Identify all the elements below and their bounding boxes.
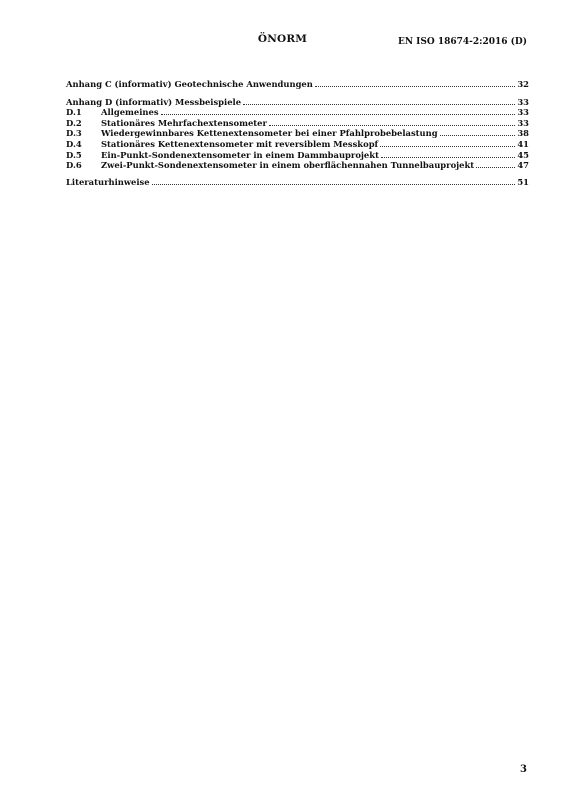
toc-entry-annex-d[interactable]: [66, 97, 529, 108]
toc-entry-title: Stationäres Kettenextensometer mit reversiblem Messkopf: [101, 138, 379, 149]
page-number: 3: [520, 764, 527, 775]
header-standard-name: ÖNORM: [257, 33, 308, 45]
toc-leader-dots: [161, 113, 516, 115]
toc-entry-title: Ein-Punkt-Sondenextensometer in einem Dammbauprojekt: [101, 149, 379, 160]
table-of-contents: [66, 79, 529, 187]
toc-entry-page: 47: [517, 160, 529, 171]
toc-entry-number: D.6: [66, 160, 82, 171]
toc-entry-d1[interactable]: [66, 107, 529, 118]
toc-entry-d6[interactable]: [66, 160, 529, 171]
toc-leader-dots: [152, 183, 516, 185]
toc-leader-dots: [315, 85, 515, 87]
toc-entry-title: Anhang D (informativ) Messbeispiele: [66, 96, 242, 107]
toc-entry-number: D.4: [66, 138, 82, 149]
toc-entry-title: Stationäres Mehrfachextensometer: [101, 117, 267, 128]
toc-entry-title: Anhang C (informativ) Geotechnische Anwendungen: [66, 79, 313, 89]
toc-entry-page: 33: [517, 117, 529, 128]
toc-entry-d3[interactable]: [66, 128, 529, 139]
toc-entry-number: D.5: [66, 149, 82, 160]
toc-entry-d2[interactable]: [66, 118, 529, 129]
toc-leader-dots: [243, 103, 515, 105]
toc-entry-title: Wiedergewinnbares Kettenextensometer bei einer Pfahlprobebelastung: [101, 128, 438, 139]
toc-leader-dots: [440, 134, 516, 136]
toc-leader-dots: [381, 156, 515, 158]
toc-leader-dots: [476, 166, 515, 168]
toc-entry-number: D.3: [66, 128, 82, 139]
toc-entry-annex-c[interactable]: [66, 79, 529, 90]
toc-leader-dots: [269, 124, 515, 126]
toc-entry-page: 32: [517, 79, 529, 89]
toc-entry-page: 38: [517, 128, 529, 139]
toc-entry-page: 33: [517, 96, 529, 107]
toc-entry-title: Literaturhinweise: [66, 176, 150, 187]
header-document-number: EN ISO 18674-2:2016 (D): [397, 37, 527, 47]
toc-entry-page: 41: [517, 138, 529, 149]
toc-entry-number: D.1: [66, 107, 82, 118]
toc-entry-page: 51: [517, 176, 529, 187]
toc-entry-d4[interactable]: [66, 139, 529, 150]
toc-entry-page: 45: [517, 149, 529, 160]
toc-entry-bibliography[interactable]: [66, 177, 529, 188]
toc-entry-title: Zwei-Punkt-Sondenextensometer in einem oberflächennahen Tunnelbauprojekt: [101, 160, 475, 171]
toc-entry-page: 33: [517, 107, 529, 118]
toc-entry-number: D.2: [66, 117, 82, 128]
toc-leader-dots: [380, 145, 515, 147]
toc-entry-d5[interactable]: [66, 150, 529, 161]
toc-entry-title: Allgemeines: [101, 107, 159, 118]
